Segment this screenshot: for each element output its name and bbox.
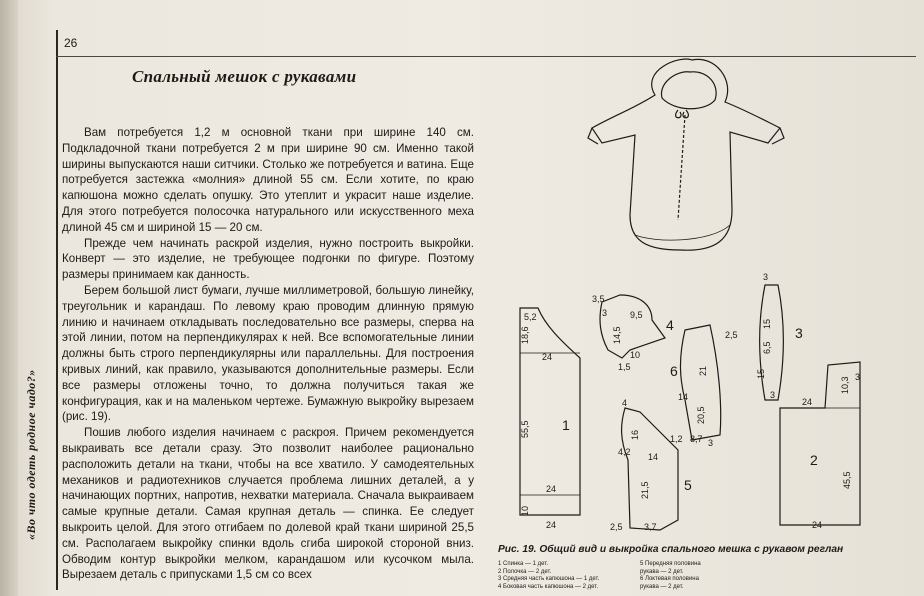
dim-label: 3 [602, 308, 608, 318]
pattern-piece-front [780, 362, 860, 530]
figure-caption: Рис. 19. Общий вид и выкройка спального мешка с рукавом реглан [498, 544, 844, 555]
dim-label: 4,2 [618, 447, 631, 457]
dim-label: 5,2 [524, 312, 537, 322]
dim-label: 24 [812, 520, 823, 530]
dim-label: 3,5 [592, 294, 605, 304]
dim-label: 3,7 [644, 522, 657, 532]
dim-label: 16 [630, 429, 640, 440]
dim-label: 3 [763, 272, 769, 282]
paragraph: Пошив любого изделия начинаем с раскроя. Причем рекомендуется выкраивать все детали сразу. Это позволит наиболее рационально расположить детали на ткани, чтобы на все хватило. У самодеятельных механиков и радиотехников случается проблема лишних деталей, а у начинающих портних, напротив, нехватки материала. Сначала выкраиваем самые крупные детали. Самая крупная деталь — спинка. Ее следует выкроить целой. Для этого отгибаем по долевой край ткани шириной 25,5 см. Располагаем выкройку спинки вдоль сгиба широкой стороной вниз. Обводим контур выкройки мелком, карандашом или кусочком мыла. Вырезаем деталь с припусками 1,5 см со всех [62, 426, 474, 582]
page-binding [0, 0, 18, 596]
piece-number: 6 [670, 363, 678, 379]
pattern-piece-hood-middle [756, 272, 803, 400]
pattern-piece-back [520, 308, 580, 530]
pattern-figure [480, 40, 920, 540]
dim-label: 20,5 [696, 406, 706, 424]
dim-label: 10 [630, 350, 641, 360]
legend-item: 4 Боковая часть капюшона — 2 дет. [498, 583, 599, 590]
dim-label: 15 [756, 368, 766, 379]
pattern-piece-hood-side [592, 294, 674, 372]
dim-label: 3 [708, 438, 714, 448]
legend-item: рукава — 2 дет. [640, 568, 684, 575]
paragraph: Вам потребуется 1,2 м основной ткани при ширине 140 см. Подкладочной ткани потребуется 2 м при ширине 90 см. Именно такой ширины выпускаются наши ситчики. Столько же потребуется и ватина. Еще потребуется застежка «молния» длиной 55 см. Если хотите, по краю капюшона можно сделать опушку. Это утеплит и украсит наше изделие. Для этого потребуется полосочка натурального или искусственного меха длиной 45 см и шириной 15 — 20 см. [62, 126, 474, 234]
paragraph: Прежде чем начинать раскрой изделия, нужно построить выкройки. Конверт — это изделие, не требующее подгонки по фигуре. Поэтому размеры принимаем как данность. [62, 236, 474, 282]
legend-item: 1 Спинка — 1 дет. [498, 561, 549, 567]
dim-label: 9,5 [630, 310, 643, 320]
piece-number: 5 [684, 477, 692, 493]
dim-label: 3 [770, 390, 776, 400]
dim-label: 10,3 [840, 376, 850, 394]
article-body [62, 125, 474, 583]
paragraph: Берем большой лист бумаги, лучше миллиметровой, большую линейку, треугольник и карандаш. По левому краю проводим длинную прямую линию и начинаем откладывать последовательно все размеры, сперва на этой линии, потом на перпендикулярах к ней. Все вспомогательные линии должны быть строго перпендикулярны или параллельны. Для построения кривых линий, как правило, указываются дополнительные размеры. Если все размеры отложены точно, то должна получиться такая же конфигурация, как и на маленьком чертеже. Бумажную выкройку вырезаем (рис. 19). [62, 283, 474, 424]
dim-label: 24 [542, 352, 553, 362]
piece-number: 1 [562, 417, 570, 433]
dim-label: 21 [698, 365, 708, 376]
dim-label: 1,2 [670, 434, 683, 444]
legend-item: 5 Передняя половина [640, 561, 701, 567]
legend-item: 2 Полочка — 2 дет. [498, 568, 552, 575]
dim-label: 6,5 [762, 341, 772, 354]
margin-rule [56, 30, 58, 590]
piece-number: 2 [810, 452, 818, 468]
dim-label: 24 [546, 520, 557, 530]
running-title: «Во что одеть родное чадо?» [24, 369, 38, 540]
dim-label: 3 [855, 372, 861, 382]
dim-label: 15 [762, 318, 772, 329]
dim-label: 8,7 [690, 434, 703, 444]
dim-label: 24 [802, 397, 813, 407]
piece-number: 4 [666, 317, 674, 333]
dim-label: 18,6 [520, 326, 530, 344]
dim-label: 14 [678, 392, 689, 402]
dim-label: 2,5 [610, 522, 623, 532]
article-title: Спальный мешок с рукавами [132, 67, 357, 86]
dim-label: 10 [520, 505, 530, 516]
legend-item: 3 Средняя часть капюшона — 1 дет. [498, 576, 600, 583]
dim-label: 4 [622, 398, 628, 408]
piece-number: 3 [795, 325, 803, 341]
dim-label: 14,5 [612, 326, 622, 344]
legend-item: 6 Локтевая половина [640, 576, 699, 583]
dim-label: 21,5 [640, 481, 650, 499]
dim-label: 1,5 [618, 362, 631, 372]
legend-item: рукава — 2 дет. [640, 583, 684, 590]
dim-label: 14 [648, 452, 659, 462]
sleeping-bag-illustration [588, 59, 784, 250]
dim-label: 24 [546, 484, 557, 494]
pattern-piece-sleeve-front [610, 398, 692, 532]
page-number: 26 [64, 36, 78, 50]
pattern-piece-sleeve-back [670, 325, 738, 448]
dim-label: 45,5 [842, 471, 852, 489]
dim-label: 55,5 [520, 420, 530, 438]
dim-label: 2,5 [725, 330, 738, 340]
